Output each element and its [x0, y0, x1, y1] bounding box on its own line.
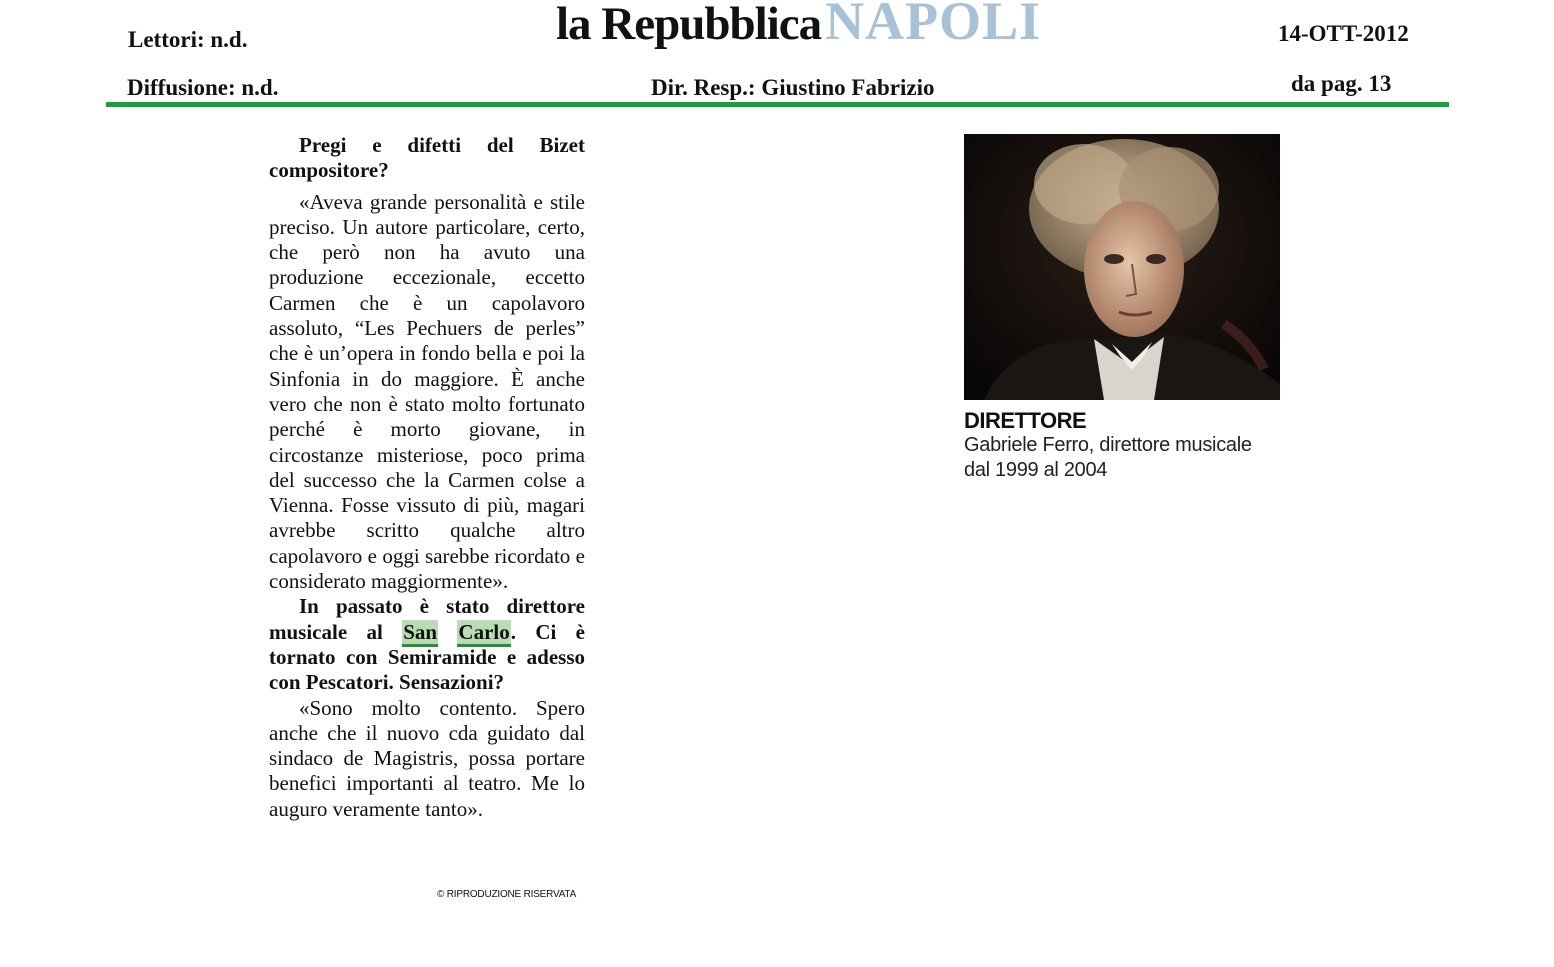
copyright-notice: © RIPRODUZIONE RISERVATA — [437, 889, 577, 900]
circulation-label: Diffusione: n.d. — [127, 75, 279, 100]
photo-caption-title: DIRETTORE — [964, 408, 1087, 433]
page-number: da pag. 13 — [1291, 71, 1392, 96]
masthead-logo — [556, 0, 1042, 51]
answer-1: «Aveva grande personalità e stile preciso. Un autore particolare, certo, che però non ha avuto una produzione eccezionale, eccetto Carmen che è un capolavoro assoluto, “Les Pechuers de perles” che è un’opera in fondo bella e poi la Sinfonia in do maggiore. È anche vero che non è stato molto fortunato perché è morto giovane, in circostanze misteriose, poco prima del successo che la Carmen colse a Vienna. Fosse vissuto di più, magari avrebbe scritto qualche altro capolavoro e oggi sarebbe ricordato e considerato maggiormente». — [269, 189, 585, 594]
article-body — [269, 133, 585, 822]
question-2-rest: . Ci è tornato con Semiramide e adesso con Pescatori. Sensazioni? — [269, 619, 585, 695]
editor-in-chief: Dir. Resp.: Giustino Fabrizio — [651, 75, 935, 100]
readers-label: Lettori: n.d. — [128, 27, 248, 52]
masthead-main: la Repubblica — [556, 0, 822, 50]
answer-2: «Sono molto contento. Spero anche che il nuovo cda guidato dal sindaco de Magistris, possa portare benefici importanti al teatro. Me lo auguro veramente tanto». — [269, 695, 585, 821]
conductor-portrait-image — [964, 134, 1280, 400]
conductor-photo — [964, 134, 1280, 400]
photo-caption-text: Gabriele Ferro, direttore musicale dal 1999 al 2004 — [964, 434, 1252, 481]
masthead-city: NAPOLI — [825, 0, 1042, 51]
question-2 — [269, 594, 585, 695]
publication-date: 14-OTT-2012 — [1278, 21, 1409, 46]
question-1: Pregi e difetti del Bizet compositore? — [269, 133, 585, 183]
highlight-carlo: Carlo — [457, 620, 510, 647]
question-2-space — [438, 620, 457, 644]
highlight-san: San — [402, 620, 438, 647]
question-2-text: In passato è stato direttore musicale al — [269, 594, 585, 644]
header-divider — [106, 102, 1449, 107]
